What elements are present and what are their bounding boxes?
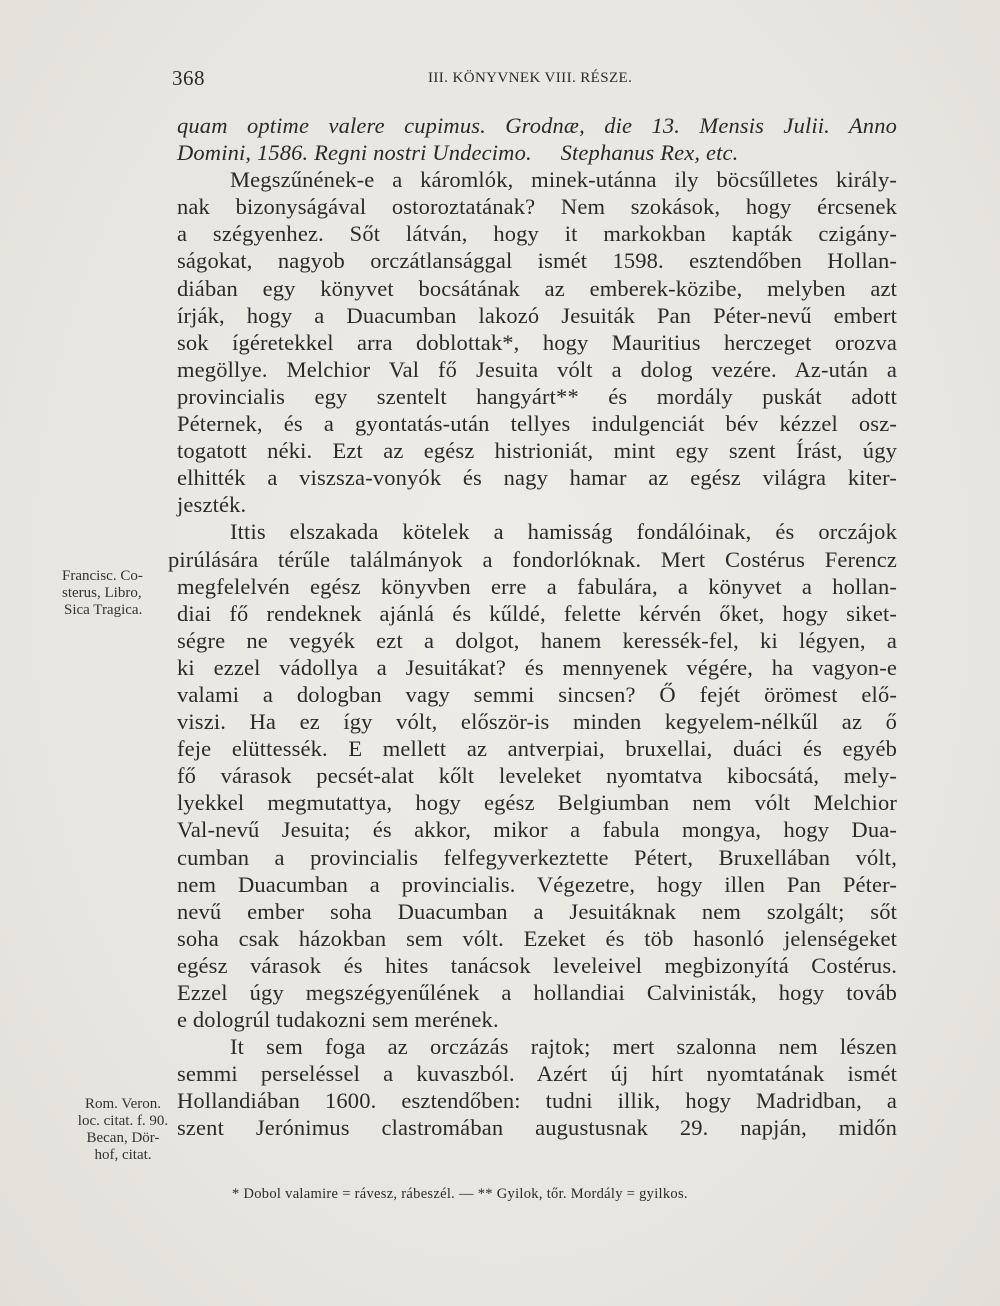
page-header (0, 66, 1000, 96)
text-line: semmi perseléssel a kuvaszból. Azért új hírt nyomtatának ismét (177, 1061, 897, 1087)
text-line: nevű ember soha Duacumban a Jesuitáknak nem szolgált; sőt (177, 898, 897, 924)
text-line: ki ezzel vádollya a Jesuitákat? és mennyenek végére, ha vagyon-e (177, 654, 897, 680)
text-line: a szégyenhez. Sőt látván, hogy it markokban kapták czigány- (177, 221, 897, 247)
text-line: jeszték. (177, 492, 247, 518)
margin-note-line: Francisc. Co- (62, 568, 143, 584)
running-head: III. KÖNYVNEK VIII. RÉSZE. (428, 70, 633, 86)
text-line: diában egy könyvet bocsátának az emberek-közibe, melyben azt (177, 275, 897, 301)
text-line: cumban a provincialis felfegyverkeztette Pétert, Bruxellában vólt, (177, 844, 897, 870)
text-line: Domini, 1586. Regni nostri Undecimo. Stephanus Rex, etc. (177, 140, 739, 166)
text-line: Ezzel úgy megszégyenűlének a hollandiai Calvinisták, hogy továb (177, 980, 897, 1005)
text-line: Hollandiában 1600. esztendőben: tudni illik, hogy Madridban, a (177, 1088, 897, 1114)
margin-note-line: loc. citat. f. 90. (77, 1113, 169, 1129)
text-line: sok ígéretekkel arra doblottak*, hogy Mauritius herczeget orozva (177, 329, 897, 355)
text-line: Ittis elszakada kötelek a hamisság fondálóinak, és orczájok (230, 519, 897, 545)
margin-note-veron (68, 1096, 178, 1164)
margin-note-line: Rom. Veron. (85, 1096, 161, 1112)
text-line: megöllye. Melchior Val fő Jesuita vólt a dolog vezére. Az-után a (177, 356, 897, 382)
margin-note-costerus (62, 568, 180, 619)
text-line: írják, hogy a Duacumban lakozó Jesuiták Pan Péter-nevű embert (177, 302, 897, 328)
text-line: diai fő rendeknek ajánlá és kűldé, felette kérvén őket, hogy siket- (177, 600, 897, 626)
body-text (168, 112, 897, 1142)
text-line: It sem foga az orczázás rajtok; mert szalonna nem lészen (230, 1034, 897, 1060)
margin-note-line: sterus, Libro, (62, 585, 142, 601)
text-line: feje elüttessék. E mellett az antverpiai, bruxellai, duáci és egyéb (177, 736, 897, 762)
text-line: e dologrúl tudakozni sem merének. (177, 1007, 499, 1033)
text-line: ságokat, nagyob orczátlansággal ismét 1598. esztendőben Hollan- (177, 248, 897, 274)
text-line: szent Jerónimus clastromában augustusnak 29. napján, midőn (177, 1115, 897, 1141)
page-number: 368 (172, 66, 205, 90)
text-line: nem Duacumban a provincialis. Végezetre, hogy illen Pan Péter- (177, 871, 897, 897)
text-line: lyekkel megmutattya, hogy egész Belgiumban nem vólt Melchior (177, 790, 897, 816)
text-line: quam optime valere cupimus. Grodnæ, die 13. Mensis Julii. Anno (177, 113, 897, 138)
text-line: fő várasok pecsét-alat kőlt leveleket nyomtatva kibocsátá, mely- (177, 763, 897, 789)
text-line: megfelelvén egész könyvben erre a fabulára, a könyvet a hollan- (177, 573, 897, 599)
text-line: valami a dologban vagy semmi sincsen? Ő fejét örömest elő- (177, 681, 897, 707)
text-line: ségre ne vegyék ezt a dolgot, hanem keressék-fel, ki légyen, a (177, 627, 897, 653)
text-line: nak bizonyságával ostoroztatának? Nem szokások, hogy ércsenek (177, 194, 897, 220)
margin-note-line: Sica Tragica. (64, 602, 143, 618)
margin-note-line: hof, citat. (94, 1147, 152, 1163)
text-line: pirúlására térűle találmányok a fondorlóknak. Mert Costérus Ferencz (168, 546, 897, 572)
text-line: Megszűnének-e a káromlók, minek-utánna ily böcsűlletes király- (230, 167, 897, 193)
text-line: soha csak házokban sem vólt. Ezeket és töb hasonló jelenségeket (177, 925, 897, 951)
text-line: Péternek, és a gyontatás-után tellyes indulgenciát bév kézzel osz- (177, 411, 897, 437)
margin-note-line: Becan, Dör- (86, 1130, 160, 1146)
text-line: elhitték a viszsza-vonyók és nagy hamar az egész világra kiter- (177, 465, 897, 491)
text-line: egész várasok és hites tanácsok leveleivel megbizonyítá Costérus. (177, 952, 897, 978)
footnote: * Dobol valamire = rávesz, rábeszél. — ** Gyilok, tőr. Mordály = gyilkos. (232, 1186, 688, 1202)
text-line: viszi. Ha ez így vólt, először-is minden kegyelem-nélkűl az ő (177, 709, 897, 735)
text-line: provincialis egy szentelt hangyárt** és mordály puskát adott (177, 383, 897, 409)
text-line: togatott néki. Ezt az egész histrioniát, mint egy szent Írást, úgy (177, 438, 897, 464)
text-line: Val-nevű Jesuita; és akkor, mikor a fabula mongya, hogy Dua- (177, 817, 897, 843)
